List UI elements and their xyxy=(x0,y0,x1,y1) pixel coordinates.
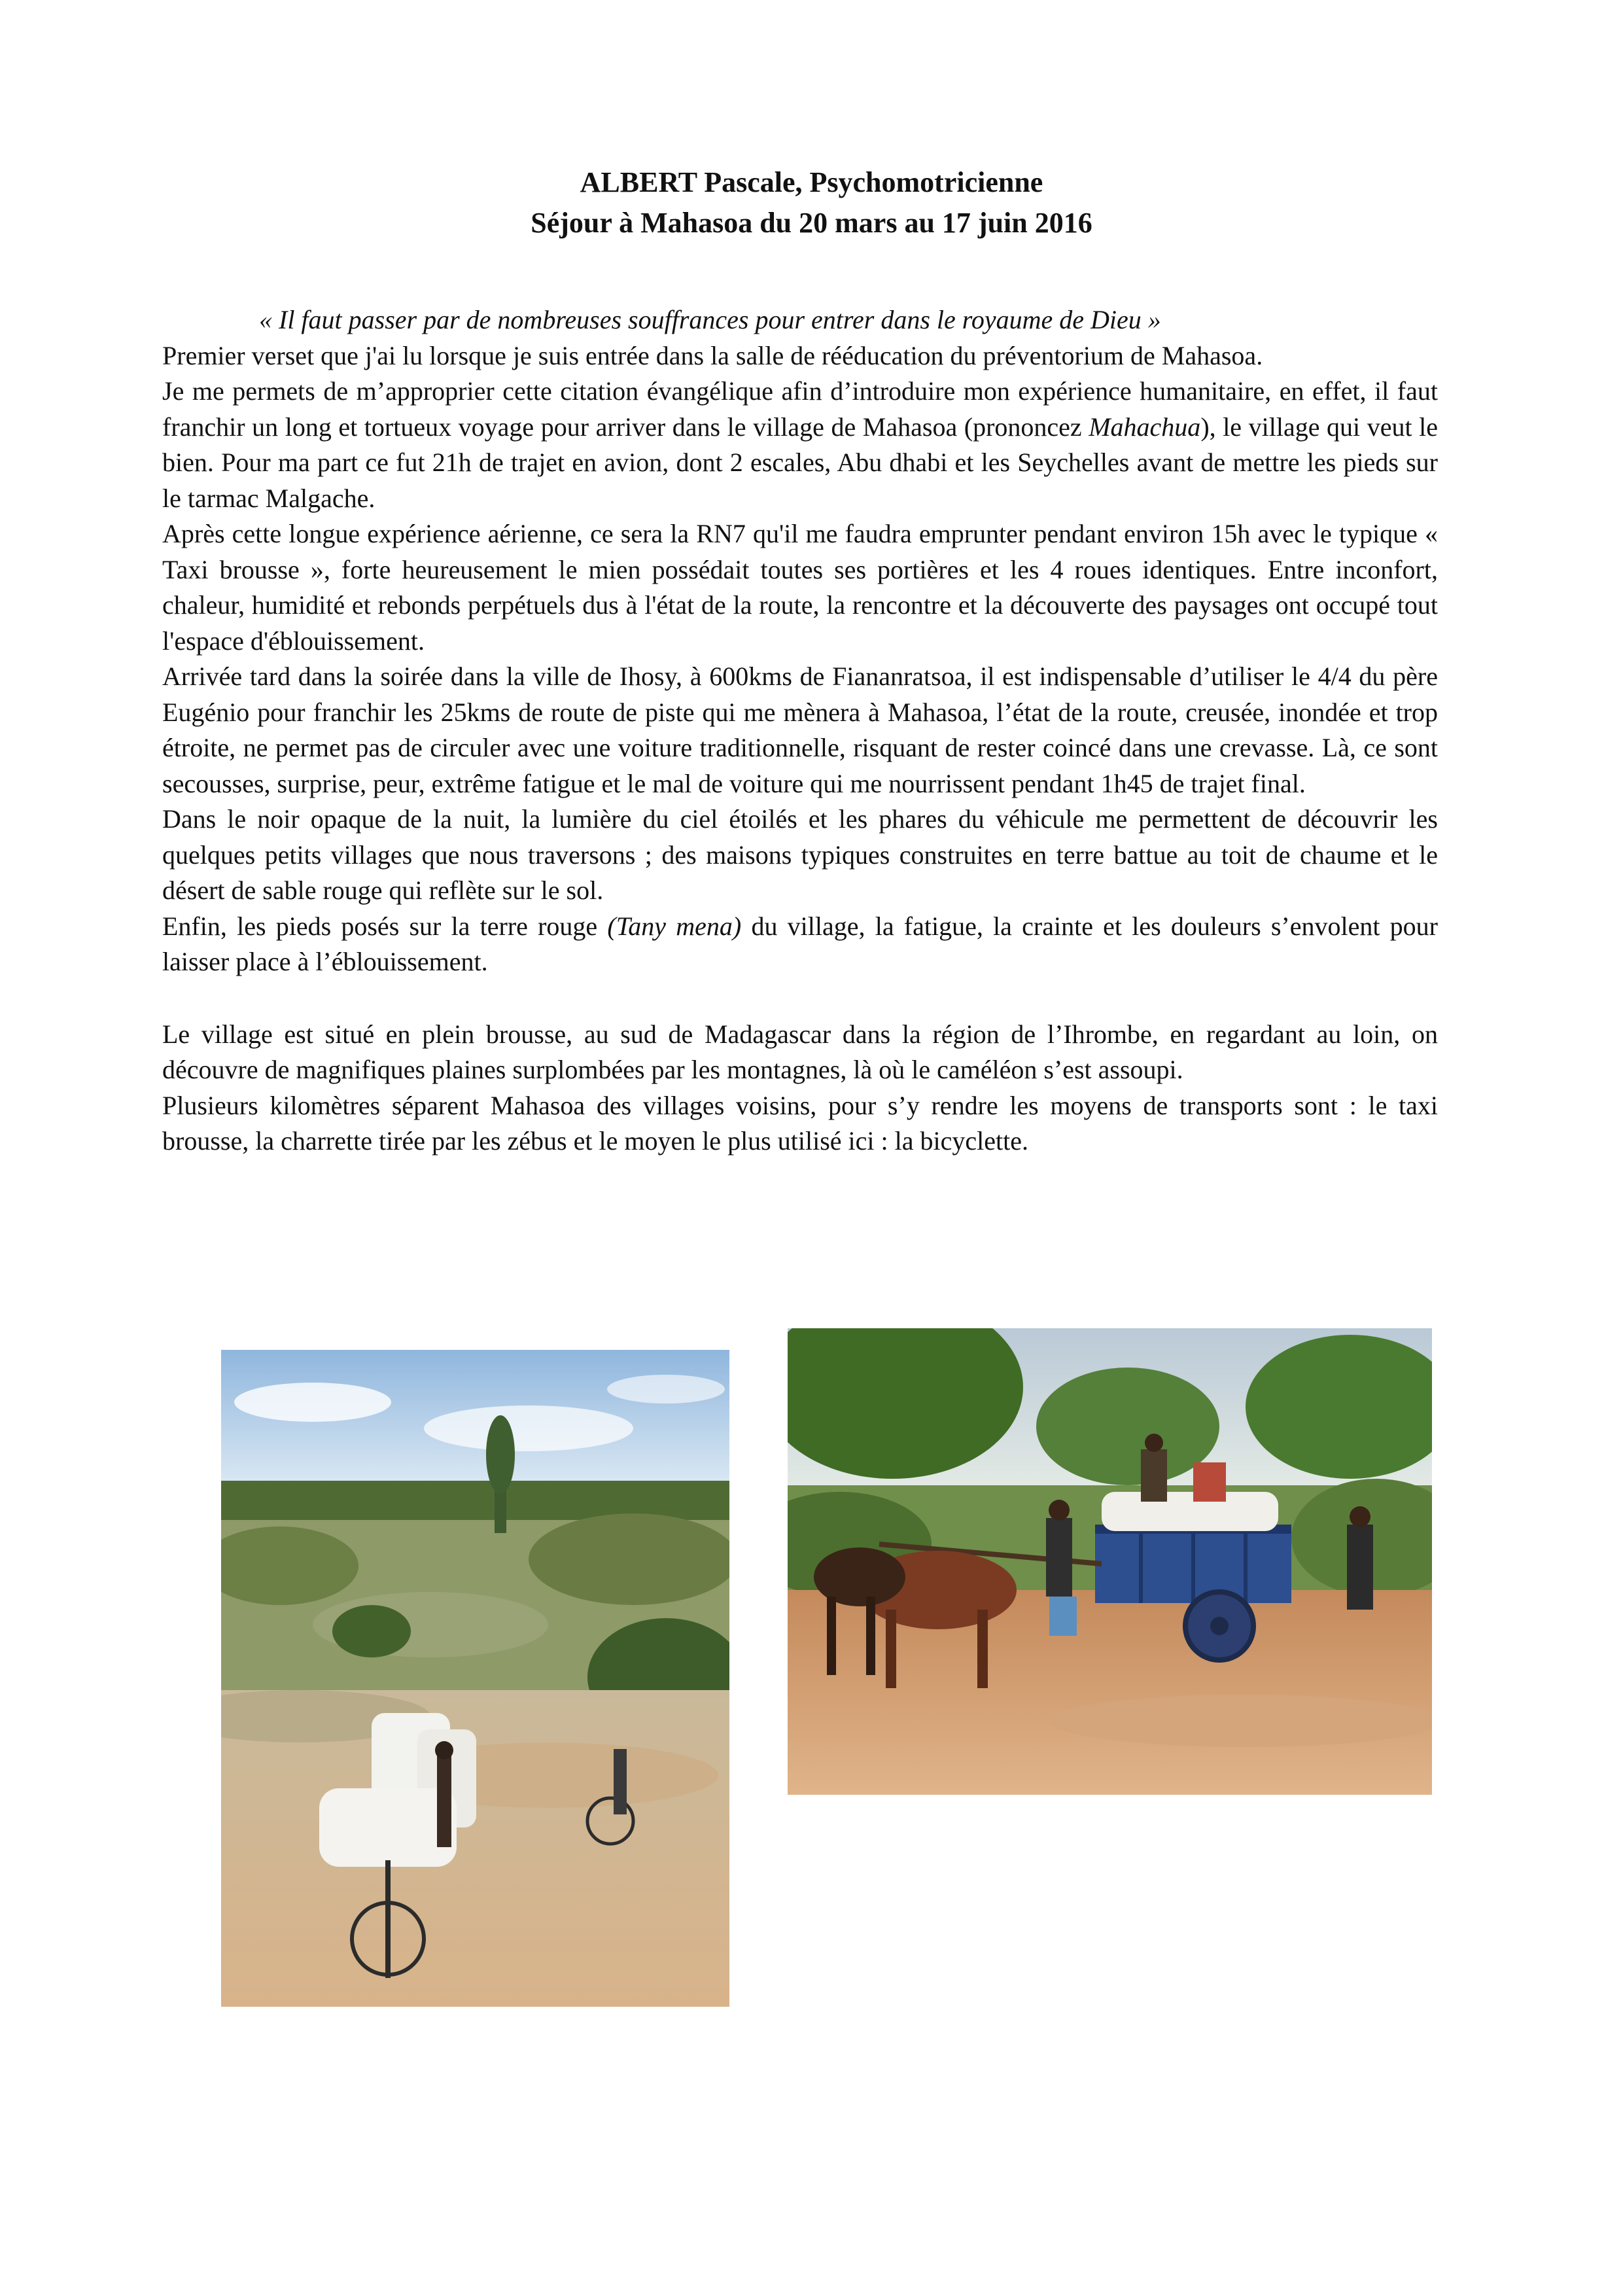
p2-after: ), le village qui veut le bien. Pour ma part ce fut 21h de trajet en avion, dont 2 escales, Abu dhabi et les Seychelles avant de mettre les pieds sur le tarmac Malgache. xyxy=(162,412,1439,513)
p2-before: Je me permets de m’approprier cette citation évangélique afin d’introduire mon expérience humanitaire, en effet, il faut franchir un long et tortueux voyage pour arriver dans le village de Mahasoa (prononcez xyxy=(162,376,1438,442)
section2-paragraph-2: Plusieurs kilomètres séparent Mahasoa des villages voisins, pour s’y rendre les moyens de transports sont : le taxi brousse, la charrette tirée par les zébus et le moyen le plus utilisé ici : la bicyclette. xyxy=(162,1090,1438,1156)
section-gap xyxy=(162,980,1438,1017)
paragraph-2 xyxy=(162,374,1438,516)
photo-bicycle-illustration xyxy=(221,1350,729,2007)
paragraph-3: Après cette longue expérience aérienne, ce sera la RN7 qu'il me faudra emprunter pendant environ 15h avec le typique « Taxi brousse », forte heureusement le mien possédait toutes ses portières et les 4 roues identiques. Entre inconfort, chaleur, humidité et rebonds perpétuels dus à l'état de la route, la rencontre et la découverte des paysages ont occupé tout l'espace d'éblouissement. xyxy=(162,519,1438,656)
author-line: ALBERT Pascale, Psychomotricienne xyxy=(580,166,1043,198)
p6-before: Enfin, les pieds posés sur la terre rouge xyxy=(162,911,608,941)
body-text xyxy=(162,302,1438,1159)
stay-line: Séjour à Mahasoa du 20 mars au 17 juin 2016 xyxy=(531,207,1092,239)
p6-after: du village, la fatigue, la crainte et les douleurs s’envolent pour laisser place à l’éblouissement. xyxy=(162,911,1438,976)
photo-zebu-cart-illustration xyxy=(788,1328,1432,1795)
p2-emphasis: Mahachua xyxy=(1089,412,1201,442)
photo-bicycle-landscape xyxy=(221,1350,729,2007)
photo-zebu-cart xyxy=(788,1328,1432,1795)
paragraph-1: Premier verset que j'ai lu lorsque je suis entrée dans la salle de rééducation du préventorium de Mahasoa. xyxy=(162,340,1263,370)
paragraph-4: Arrivée tard dans la soirée dans la ville de Ihosy, à 600kms de Fiananratsoa, il est indispensable d’utiliser le 4/4 du père Eugénio pour franchir les 25kms de route de piste qui me mènera à Mahasoa, l’état de la route, creusée, inondée et trop étroite, ne permet pas de circuler avec une voiture traditionnelle, risquant de rester coincé dans une crevasse. Là, ce sont secousses, surprise, peur, extrême fatigue et le mal de voiture qui me nourrissent pendant 1h45 de trajet final. xyxy=(162,662,1438,798)
paragraph-6 xyxy=(162,909,1438,980)
section2-paragraph-1: Le village est situé en plein brousse, au sud de Madagascar dans la région de l’Ihrombe, en regardant au loin, on découvre de magnifiques plaines surplombées par les montagnes, là où le caméléon s’est assoupi. xyxy=(162,1019,1438,1084)
p6-emphasis: (Tany mena) xyxy=(607,911,742,941)
epigraph-quote: « Il faut passer par de nombreuses souffrances pour entrer dans le royaume de Dieu » xyxy=(259,305,1161,334)
document-header xyxy=(0,162,1623,243)
paragraph-5: Dans le noir opaque de la nuit, la lumière du ciel étoilés et les phares du véhicule me permettent de découvrir les quelques petits villages que nous traversons ; des maisons typiques construites en terre battue au toit de chaume et le désert de sable rouge qui reflète sur le sol. xyxy=(162,804,1438,905)
